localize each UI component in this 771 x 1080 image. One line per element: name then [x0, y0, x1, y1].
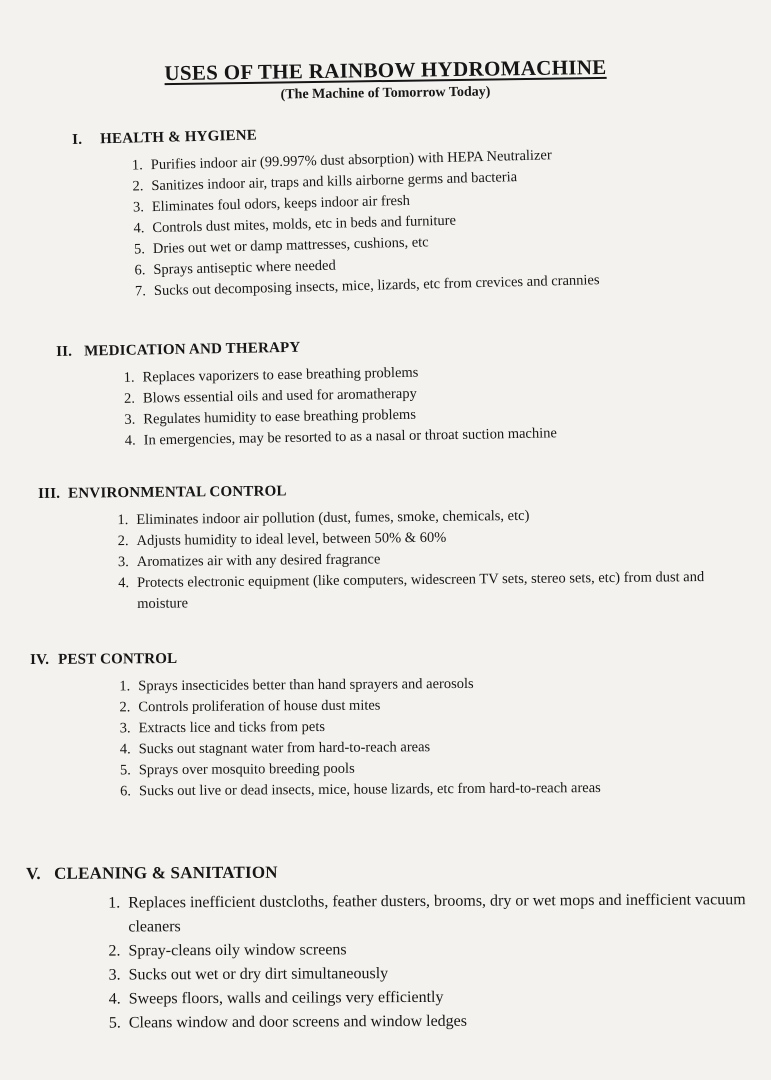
- item-number: 3.: [108, 966, 121, 984]
- document-title: USES OF THE RAINBOW HYDROMACHINE: [164, 54, 607, 86]
- item-text: Sanitizes indoor air, traps and kills airborne germs and bacteria: [151, 169, 518, 195]
- item-number: 2.: [119, 699, 131, 716]
- section-medication-therapy: [56, 332, 718, 453]
- item-text: Dries out wet or damp mattresses, cushions, etc: [152, 234, 429, 258]
- item-text: Sucks out decomposing insects, mice, lizards, etc from crevices and crannies: [153, 272, 600, 300]
- section-cleaning-sanitation: [26, 860, 747, 1036]
- item-number: 4.: [119, 741, 131, 758]
- section-numeral: V.: [26, 863, 41, 883]
- list-item: [95, 960, 747, 987]
- item-number: 4.: [108, 990, 121, 1008]
- item-text: Sprays over mosquito breeding pools: [138, 760, 355, 779]
- item-list: [102, 504, 739, 616]
- document-subtitle: (The Machine of Tomorrow Today): [280, 84, 491, 103]
- item-number: 1.: [123, 369, 135, 386]
- item-number: 3.: [132, 199, 145, 216]
- item-list: [94, 888, 747, 1035]
- item-number: 4.: [118, 575, 130, 592]
- item-text: Controls dust mites, molds, etc in beds and furniture: [152, 212, 457, 237]
- section-title: PEST CONTROL: [57, 650, 178, 668]
- section-health-hygiene: [72, 116, 716, 304]
- item-number: 6.: [134, 262, 146, 279]
- item-number: 2.: [108, 942, 121, 960]
- item-text: Sprays insecticides better than hand sprayers and aerosols: [138, 675, 474, 695]
- section-heading: [30, 647, 745, 669]
- item-text: Sweeps floors, walls and ceilings very efficiently: [128, 988, 444, 1008]
- item-text: Extracts lice and ticks from pets: [138, 718, 326, 737]
- item-number: 1.: [108, 894, 121, 912]
- item-text: Aromatizes air with any desired fragrance: [136, 551, 381, 570]
- item-text: Sucks out stagnant water from hard-to-reach areas: [138, 739, 431, 758]
- item-number: 7.: [134, 283, 147, 300]
- item-text: Cleans window and door screens and window ledges: [128, 1012, 468, 1032]
- section-heading: [38, 479, 738, 503]
- item-number: 1.: [119, 678, 131, 695]
- section-numeral: IV.: [30, 651, 50, 668]
- item-list: [104, 672, 746, 802]
- item-number: 1.: [131, 157, 144, 174]
- item-number: 3.: [119, 720, 131, 737]
- section-title: ENVIRONMENTAL CONTROL: [68, 483, 287, 502]
- item-text: Spray-cleans oily window screens: [128, 941, 347, 960]
- item-text: Purifies indoor air (99.997% dust absorption) with HEPA Neutralizer: [150, 147, 552, 174]
- list-item: [95, 984, 747, 1011]
- item-text: Eliminates foul odors, keeps indoor air fresh: [151, 192, 411, 216]
- item-list: [117, 141, 716, 303]
- section-heading: [56, 332, 716, 361]
- item-text: Sucks out live or dead insects, mice, house lizards, etc from hard-to-reach areas: [138, 780, 601, 800]
- item-text: Protects electronic equipment (like computers, widescreen TV sets, stereo sets, etc) from dust and moisture: [136, 569, 705, 612]
- item-text: Sucks out wet or dry dirt simultaneously: [128, 965, 389, 984]
- section-pest-control: [30, 647, 746, 803]
- item-text: Sprays antiseptic where needed: [153, 257, 336, 279]
- section-heading: [26, 860, 746, 884]
- item-number: 3.: [124, 411, 136, 428]
- item-number: 4.: [133, 220, 145, 237]
- item-text: Blows essential oils and used for aromatherapy: [142, 385, 417, 407]
- item-number: 2.: [123, 390, 136, 407]
- item-number: 4.: [124, 432, 136, 449]
- item-text: Regulates humidity to ease breathing problems: [143, 406, 417, 428]
- section-title: MEDICATION AND THERAPY: [83, 339, 301, 360]
- item-text: Replaces inefficient dustcloths, feather dusters, brooms, dry or wet mops and inefficient vacuum cleaners: [128, 891, 746, 936]
- item-number: 6.: [120, 783, 132, 800]
- item-number: 5.: [119, 762, 131, 779]
- item-number: 5.: [108, 1014, 121, 1032]
- section-numeral: II.: [56, 343, 73, 360]
- list-item: [94, 888, 746, 939]
- item-number: 3.: [117, 554, 129, 571]
- item-number: 5.: [133, 241, 146, 258]
- section-numeral: III.: [38, 485, 61, 502]
- list-item: [105, 777, 746, 802]
- item-text: In emergencies, may be resorted to as a nasal or throat suction machine: [143, 425, 558, 449]
- section-numeral: I.: [72, 131, 83, 148]
- item-number: 2.: [132, 178, 144, 195]
- item-text: Eliminates indoor air pollution (dust, fumes, smoke, chemicals, etc): [136, 507, 530, 528]
- section-environmental-control: [38, 479, 739, 616]
- section-title: HEALTH & HYGIENE: [99, 127, 258, 148]
- item-text: Adjusts humidity to ideal level, between 50% & 60%: [136, 529, 447, 549]
- item-list: [108, 357, 717, 452]
- item-number: 2.: [117, 533, 129, 550]
- item-text: Replaces vaporizers to ease breathing problems: [142, 364, 419, 386]
- list-item: [95, 1008, 747, 1035]
- section-title: CLEANING & SANITATION: [53, 862, 278, 883]
- item-text: Controls proliferation of house dust mites: [138, 697, 381, 716]
- list-item: [94, 936, 746, 963]
- list-item: [103, 567, 739, 616]
- item-number: 1.: [117, 512, 129, 529]
